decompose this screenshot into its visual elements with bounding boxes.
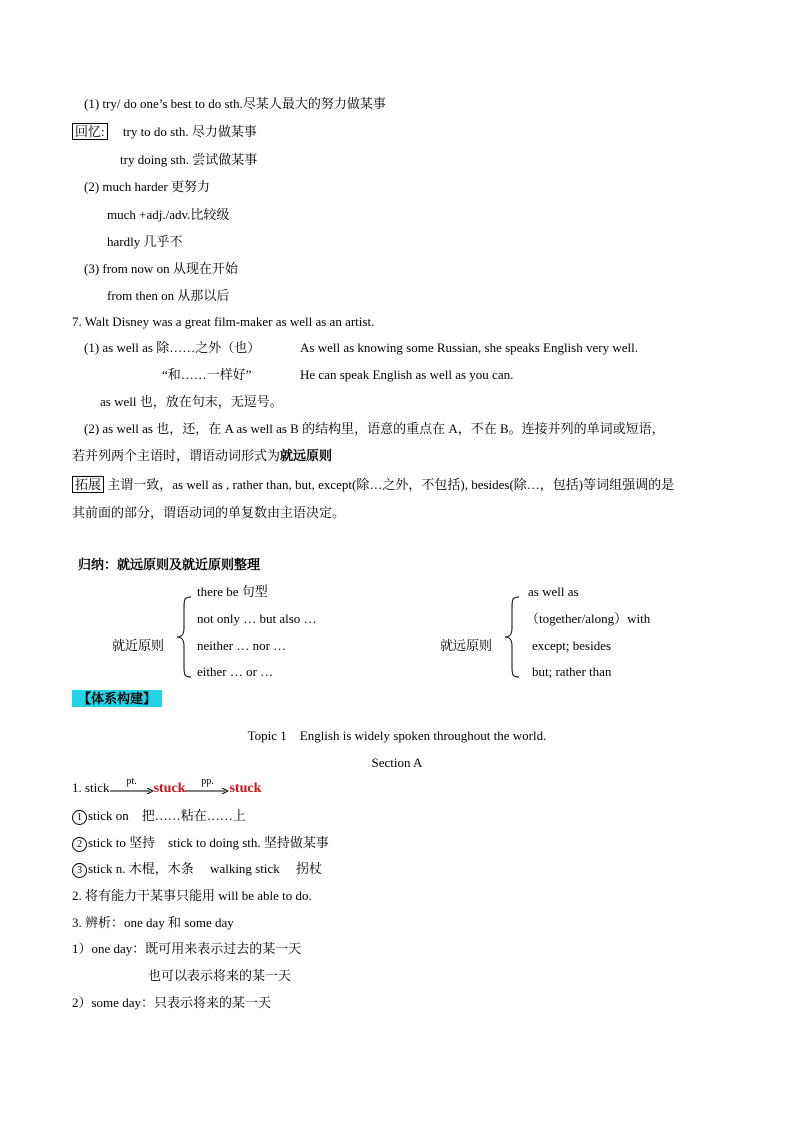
stick-item-1: [72, 807, 246, 825]
expand-tag: 拓展: [72, 476, 104, 493]
circled-number: 1: [72, 810, 87, 825]
arrow-icon: [110, 776, 154, 796]
expand-text-cont: 其前面的部分，谓语动词的单复数由主语决定。: [72, 505, 346, 520]
recall-tag: 回忆:: [72, 123, 108, 140]
stick-past-form: stuck: [153, 781, 186, 796]
system-build-badge: 【体系构建】: [72, 690, 162, 707]
rule-text: 若并列两个主语时，谓语动词形式为: [72, 448, 281, 463]
point-2: 2. 将有能力干某事只能用 will be able to do.: [72, 888, 312, 903]
as-well-as-meaning: (1) as well as 除……之外（也）: [84, 340, 261, 355]
far-item-1: as well as: [528, 584, 579, 599]
summary-title: 归纳：就远原则及就近原则整理: [78, 557, 261, 572]
point-3: 3. 辨析：one day 和 some day: [72, 915, 234, 930]
circled-number: 3: [72, 863, 87, 878]
as-well-as-rule-cont: [72, 447, 332, 465]
near-item-4: either … or …: [197, 664, 274, 679]
right-brace-icon: [504, 596, 520, 678]
as-well-as-example-1: As well as knowing some Russian, she speaks English very well.: [300, 340, 638, 355]
near-item-2: not only … but also …: [197, 611, 317, 626]
arrow-label-past: pt.: [126, 776, 137, 788]
stick-intro: 1. stick: [72, 780, 110, 795]
point-3-one-day: 1）one day：既可用来表示过去的某一天: [72, 941, 302, 956]
far-item-2: （together/along）with: [526, 611, 651, 626]
near-rule-label: 就近原则: [112, 638, 165, 653]
circled-number: 2: [72, 837, 87, 852]
arrow-icon: [185, 776, 229, 796]
as-well-as-example-2: He can speak English as well as you can.: [300, 367, 514, 382]
point-3-some-day: 2）some day：只表示将来的某一天: [72, 995, 271, 1010]
near-item-3: neither … nor …: [197, 638, 287, 653]
section-title: Section A: [371, 755, 423, 770]
as-well-as-meaning-2: “和……一样好”: [162, 367, 252, 382]
expand-line: [72, 476, 674, 494]
point-3-one-day-cont: 也可以表示将来的某一天: [148, 968, 292, 983]
near-item-1: there be 句型: [197, 584, 268, 599]
rule-emphasis: 就远原则: [280, 448, 333, 463]
try-doing: try doing sth. 尝试做某事: [120, 152, 258, 167]
stick-item-text: stick on 把……粘在……上: [88, 808, 246, 823]
stick-forms: [72, 776, 262, 798]
stick-item-3: [72, 860, 322, 878]
stick-item-text: stick n. 木棍，木条 walking stick 拐杖: [88, 861, 322, 876]
topic-title: Topic 1 English is widely spoken throughout the world.: [247, 728, 547, 743]
hardly: hardly 几乎不: [107, 234, 183, 249]
try-to-do: try to do sth. 尽力做某事: [122, 124, 257, 139]
section-header: [72, 690, 162, 708]
note-try-best: (1) try/ do one’s best to do sth.尽某人最大的努力做某事: [84, 96, 386, 111]
far-item-3: except; besides: [532, 638, 612, 653]
as-well-as-rule: (2) as well as 也，还，在 A as well as B 的结构里，语意的重点在 A，不在 B。连接并列的单词或短语，: [84, 421, 665, 436]
from-then-on: from then on 从那以后: [107, 288, 230, 303]
much-comparative: much +adj./adv.比较级: [107, 207, 230, 222]
far-item-4: but; rather than: [532, 664, 612, 679]
from-now-on: (3) from now on 从现在开始: [84, 261, 238, 276]
stick-pp-form: stuck: [229, 781, 262, 796]
stick-item-2: [72, 834, 329, 852]
as-well-note: as well 也，放在句末，无逗号。: [100, 394, 283, 409]
expand-text: 主谓一致，as well as , rather than, but, except(除…之外，不包括), besides(除…，包括)等词组强调的是: [104, 477, 675, 492]
arrow-label-pp: pp.: [201, 776, 214, 788]
recall-line: [72, 123, 257, 141]
much-harder: (2) much harder 更努力: [84, 179, 210, 194]
sentence-7: 7. Walt Disney was a great film-maker as well as an artist.: [72, 314, 375, 329]
stick-item-text: stick to 坚持 stick to doing sth. 坚持做某事: [88, 835, 329, 850]
left-brace-icon: [176, 596, 192, 678]
far-rule-label: 就远原则: [440, 638, 493, 653]
